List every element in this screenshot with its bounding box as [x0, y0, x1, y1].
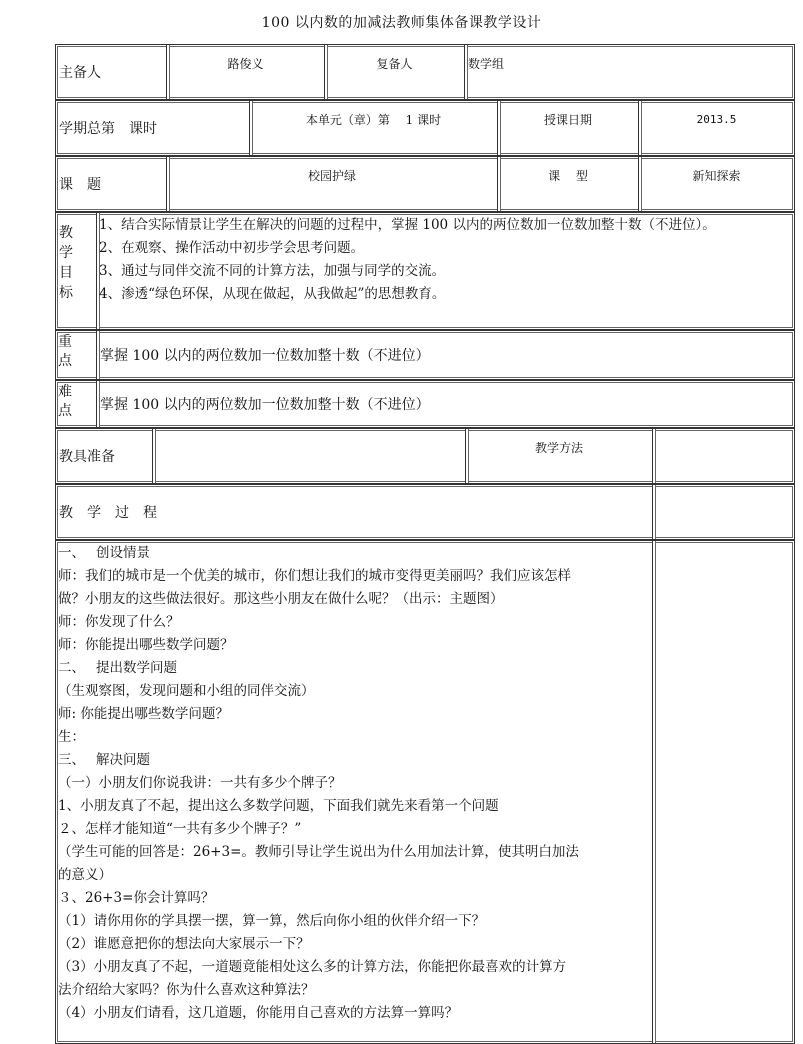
- goal-item: 2、在观察、操作活动中初步学会思考问题。: [99, 240, 365, 256]
- date-value: 2013.5: [638, 101, 794, 155]
- process-notes-column: [652, 541, 794, 1043]
- co-preparer-label: 复备人: [324, 45, 464, 99]
- topic-label: 课 题: [59, 177, 101, 193]
- process-content: [56, 541, 652, 1043]
- teaching-method-value: [652, 429, 794, 483]
- content-line: 法介绍给大家吗？你为什么喜欢这种算法？: [58, 982, 315, 998]
- content-line: 师: 你能提出哪些数学问题？: [58, 706, 229, 722]
- content-line: ２、怎样才能知道“一共有多少个牌子？”: [58, 821, 302, 837]
- row-topic: [55, 156, 795, 212]
- difficulty-label: 难 点: [58, 384, 72, 419]
- topic-value: 校园护绿: [166, 157, 497, 211]
- teaching-tools-value: [152, 429, 465, 483]
- lesson-type-label: 课 型: [497, 157, 638, 211]
- row-process-content: [55, 540, 795, 1044]
- row-difficulty: [55, 380, 795, 428]
- content-line: 1、小朋友真了不起，提出这么多数学问题，下面我们就先来看第一个问题: [58, 798, 499, 814]
- content-line: （一）小朋友们你说我讲：一共有多少个牌子？: [58, 775, 342, 791]
- content-line: 三、 解决问题: [58, 752, 151, 768]
- goal-item: 3、通过与同伴交流不同的计算方法，加强与同学的交流。: [99, 263, 446, 279]
- teaching-tools-label: 教具准备: [59, 449, 115, 465]
- term-lesson-label: 学期总第 课时: [59, 121, 157, 137]
- row-goals: [55, 212, 795, 330]
- content-line: ３、26+3=你会计算吗？: [58, 890, 215, 906]
- process-label: 教 学 过 程: [59, 505, 157, 521]
- row-key-point: [55, 330, 795, 380]
- difficulty-text: 掌握 100 以内的两位数加一位数加整十数（不进位）: [96, 381, 794, 427]
- content-line: （学生可能的回答是：26+3=。教师引导让学生说出为什么用加法计算，使其明白加法: [58, 844, 579, 860]
- unit-lesson-value: 本单元（章）第 1 课时: [249, 101, 497, 155]
- process-notes-header: [652, 485, 794, 539]
- preparer-value: 路俊义: [166, 45, 324, 99]
- content-line: 师：我们的城市是一个优美的城市，你们想让我们的城市变得更美丽吗？我们应该怎样: [58, 568, 571, 584]
- content-line: 一、 创设情景: [58, 545, 151, 561]
- goals-label: 教 学 目 标: [59, 225, 73, 301]
- date-label: 授课日期: [497, 101, 638, 155]
- key-point-text: 掌握 100 以内的两位数加一位数加整十数（不进位）: [96, 331, 794, 379]
- row-preparer: [55, 44, 795, 100]
- content-line: 师：你能提出哪些数学问题？: [58, 637, 234, 653]
- content-line: （4）小朋友们请看，这几道题，你能用自己喜欢的方法算一算吗？: [58, 1005, 459, 1021]
- group-value: 数学组: [464, 45, 794, 99]
- goal-item: 4、渗透“绿色环保，从现在做起，从我做起”的思想教育。: [99, 286, 446, 302]
- lesson-type-value: 新知探索: [638, 157, 794, 211]
- goal-item: 1、结合实际情景让学生在解决的问题的过程中，掌握 100 以内的两位数加一位数加整十数（不进位）。: [99, 217, 716, 233]
- row-teaching-tools: [55, 428, 795, 484]
- content-line: 做？小朋友的这些做法很好。那这些小朋友在做什么呢？（出示：主题图）: [58, 591, 504, 607]
- content-line: 二、 提出数学问题: [58, 660, 178, 676]
- content-line: 的意义）: [58, 867, 112, 883]
- content-line: （1）请你用你的学具摆一摆，算一算，然后向你小组的伙伴介绍一下？: [58, 913, 486, 929]
- goals-content: [96, 213, 794, 329]
- key-point-label: 重 点: [58, 334, 72, 369]
- content-line: （2）谁愿意把你的想法向大家展示一下？: [58, 936, 310, 952]
- row-term-lesson: [55, 100, 795, 156]
- content-line: 师：你发现了什么？: [58, 614, 180, 630]
- document-title: 100 以内数的加减法教师集体备课教学设计: [261, 15, 542, 31]
- content-line: （生观察图，发现问题和小组的同伴交流）: [58, 683, 315, 699]
- teaching-method-label: 教学方法: [465, 429, 652, 483]
- content-line: （3）小朋友真了不起，一道题竟能相处这么多的计算方法，你能把你最喜欢的计算方: [58, 959, 567, 975]
- content-line: 生：: [58, 729, 85, 745]
- row-process-header: [55, 484, 795, 540]
- preparer-label: 主备人: [59, 65, 101, 81]
